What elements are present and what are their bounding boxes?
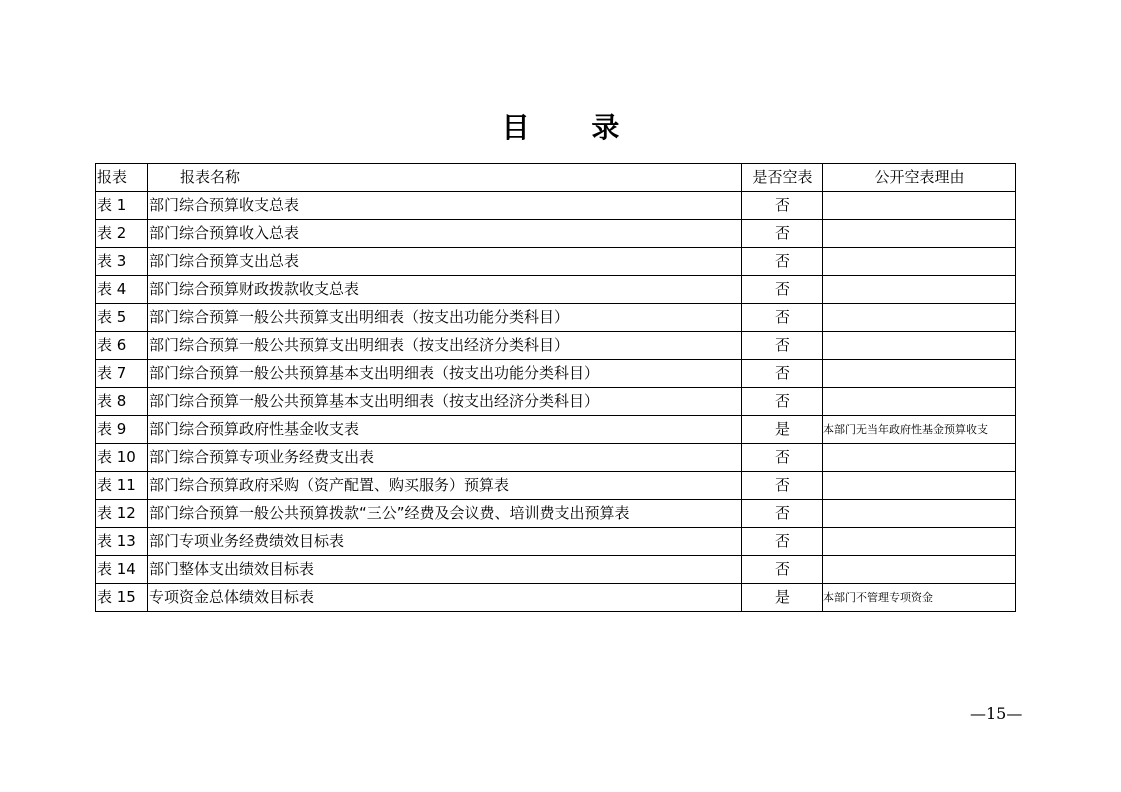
report-name: 部门专项业务经费绩效目标表 <box>148 528 742 556</box>
empty-reason <box>823 500 1016 528</box>
empty-reason <box>823 220 1016 248</box>
empty-reason <box>823 556 1016 584</box>
table-row <box>96 248 1016 276</box>
report-name: 部门综合预算支出总表 <box>148 248 742 276</box>
report-no: 表 1 <box>96 192 148 220</box>
report-no: 表 2 <box>96 220 148 248</box>
table-row <box>96 360 1016 388</box>
empty-reason <box>823 304 1016 332</box>
report-no: 表 13 <box>96 528 148 556</box>
header-is-empty: 是否空表 <box>742 164 823 192</box>
is-empty: 否 <box>742 276 823 304</box>
empty-reason <box>823 360 1016 388</box>
report-no: 表 9 <box>96 416 148 444</box>
table-row <box>96 304 1016 332</box>
header-report-name: 报表名称 <box>148 164 742 192</box>
is-empty: 否 <box>742 388 823 416</box>
is-empty: 否 <box>742 304 823 332</box>
empty-reason <box>823 332 1016 360</box>
report-name: 部门整体支出绩效目标表 <box>148 556 742 584</box>
report-no: 表 6 <box>96 332 148 360</box>
empty-reason <box>823 248 1016 276</box>
report-no: 表 12 <box>96 500 148 528</box>
report-name: 部门综合预算一般公共预算支出明细表（按支出功能分类科目） <box>148 304 742 332</box>
is-empty: 否 <box>742 248 823 276</box>
report-name: 部门综合预算专项业务经费支出表 <box>148 444 742 472</box>
table-row <box>96 332 1016 360</box>
report-name: 部门综合预算财政拨款收支总表 <box>148 276 742 304</box>
is-empty: 否 <box>742 360 823 388</box>
report-name: 部门综合预算政府性基金收支表 <box>148 416 742 444</box>
page-number: —15— <box>970 704 1023 723</box>
table-body <box>96 192 1016 612</box>
report-no: 表 4 <box>96 276 148 304</box>
report-no: 表 14 <box>96 556 148 584</box>
header-report-no: 报表 <box>96 164 148 192</box>
report-no: 表 8 <box>96 388 148 416</box>
is-empty: 否 <box>742 500 823 528</box>
is-empty: 否 <box>742 192 823 220</box>
header-empty-reason: 公开空表理由 <box>823 164 1016 192</box>
report-name: 部门综合预算收支总表 <box>148 192 742 220</box>
report-name: 部门综合预算一般公共预算基本支出明细表（按支出功能分类科目） <box>148 360 742 388</box>
report-no: 表 7 <box>96 360 148 388</box>
is-empty: 否 <box>742 444 823 472</box>
is-empty: 是 <box>742 416 823 444</box>
report-no: 表 3 <box>96 248 148 276</box>
table-row <box>96 192 1016 220</box>
report-name: 专项资金总体绩效目标表 <box>148 584 742 612</box>
page-title: 目 录 <box>501 111 646 144</box>
empty-reason: 本部门无当年政府性基金预算收支 <box>823 416 1016 444</box>
empty-reason <box>823 444 1016 472</box>
report-name: 部门综合预算一般公共预算基本支出明细表（按支出经济分类科目） <box>148 388 742 416</box>
report-name: 部门综合预算一般公共预算拨款“三公”经费及会议费、培训费支出预算表 <box>148 500 742 528</box>
empty-reason <box>823 472 1016 500</box>
table-row <box>96 556 1016 584</box>
is-empty: 否 <box>742 556 823 584</box>
is-empty: 否 <box>742 332 823 360</box>
table-row <box>96 584 1016 612</box>
table-row <box>96 388 1016 416</box>
report-no: 表 5 <box>96 304 148 332</box>
table-row <box>96 220 1016 248</box>
report-no: 表 15 <box>96 584 148 612</box>
empty-reason: 本部门不管理专项资金 <box>823 584 1016 612</box>
report-no: 表 11 <box>96 472 148 500</box>
is-empty: 是 <box>742 584 823 612</box>
report-no: 表 10 <box>96 444 148 472</box>
table-row <box>96 276 1016 304</box>
empty-reason <box>823 528 1016 556</box>
table-row <box>96 444 1016 472</box>
report-name: 部门综合预算政府采购（资产配置、购买服务）预算表 <box>148 472 742 500</box>
table-row <box>96 500 1016 528</box>
toc-table <box>95 163 1016 612</box>
table-row <box>96 528 1016 556</box>
is-empty: 否 <box>742 472 823 500</box>
empty-reason <box>823 192 1016 220</box>
empty-reason <box>823 388 1016 416</box>
table-header-row <box>96 164 1016 192</box>
table-row <box>96 416 1016 444</box>
table-row <box>96 472 1016 500</box>
is-empty: 否 <box>742 528 823 556</box>
is-empty: 否 <box>742 220 823 248</box>
report-name: 部门综合预算一般公共预算支出明细表（按支出经济分类科目） <box>148 332 742 360</box>
report-name: 部门综合预算收入总表 <box>148 220 742 248</box>
empty-reason <box>823 276 1016 304</box>
